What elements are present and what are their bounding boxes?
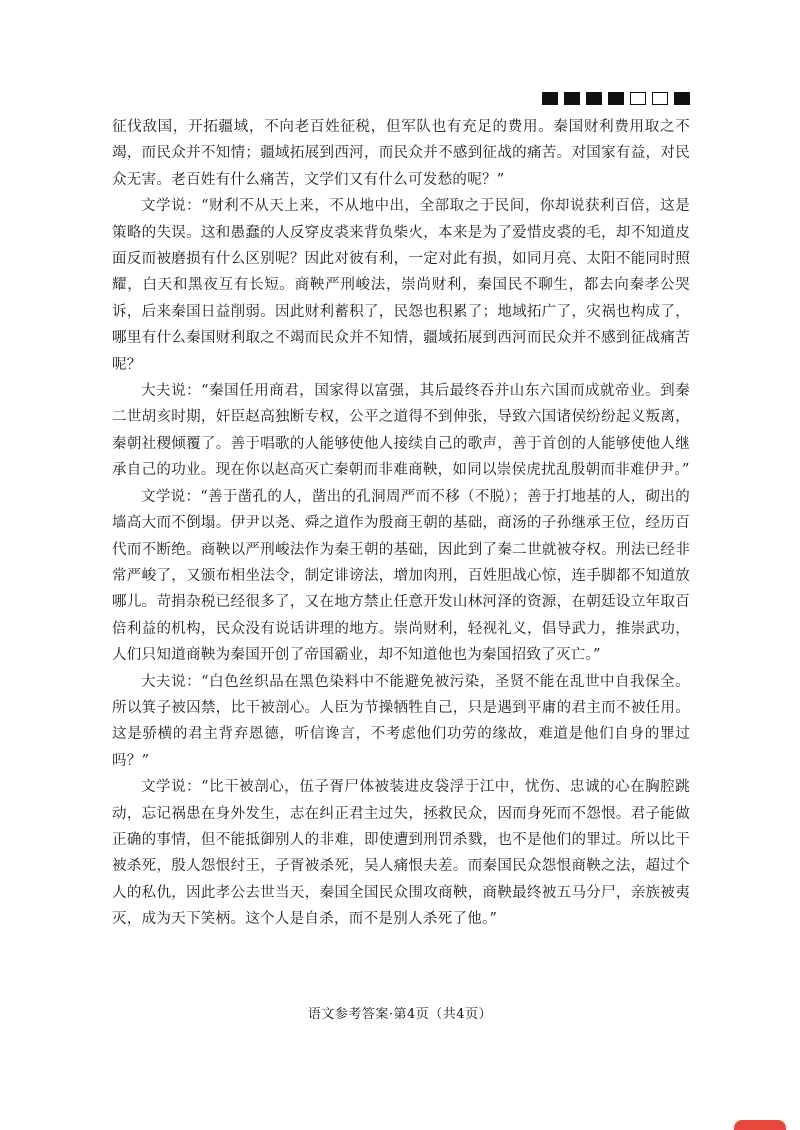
floating-tab-button[interactable] bbox=[734, 1120, 786, 1130]
corner-mark-filled bbox=[564, 92, 580, 105]
paragraph-1: 征伐敌国，开拓疆域，不向老百姓征税，但军队也有充足的费用。秦国财利费用取之不竭，而民众并不知情；疆域拓展到西河，而民众并不感到征战的痛苦。对国家有益，对民众无害。老百姓有什么痛苦，文学们又有什么可发愁的呢？” bbox=[112, 119, 690, 188]
corner-mark-filled bbox=[674, 92, 690, 105]
paragraph-3: 大夫说：“秦国任用商君，国家得以富强，其后最终吞并山东六国而成就帝业。到秦二世胡亥时期，奸臣赵高独断专权，公平之道得不到伸张，导致六国诸侯纷纷起义叛离，秦朝社稷倾覆了。善于唱歌的人能够使他人接续自己的歌声，善于首创的人能够使他人继承自己的功业。现在你以赵高灭亡秦朝而非难商鞅，如同以崇侯虎扰乱殷朝而非难伊尹。” bbox=[112, 383, 690, 479]
paragraph-5: 大夫说：“白色丝织品在黑色染料中不能避免被污染，圣贤不能在乱世中自我保全。所以箕子被囚禁，比干被剖心。人臣为节操牺牲自己，只是遇到平庸的君主而不被任用。这是骄横的君主背弃恩德，听信谗言，不考虑他们功劳的缘故，难道是他们自身的罪过吗？” bbox=[112, 673, 690, 769]
paragraph-2: 文学说：“财利不从天上来，不从地中出，全部取之于民间，你却说获利百倍，这是策略的失误。这和愚蠢的人反穿皮裘来背负柴火，本来是为了爱惜皮裘的毛，却不知道皮面反而被磨损有什么区别呢？因此对彼有利，一定对此有损，如同月亮、太阳不能同时照耀，白天和黑夜互有长短。商鞅严刑峻法，崇尚财利，秦国民不聊生，都去向秦孝公哭诉，后来秦国日益削弱。因此财利蓄积了，民怨也积累了；地域拓广了，灾祸也构成了，哪里有什么秦国财利取之不竭而民众并不知情，疆域拓展到西河而民众并不感到征战痛苦呢？ bbox=[112, 198, 690, 373]
paragraph-6: 文学说：“比干被剖心，伍子胥尸体被装进皮袋浮于江中，忧伤、忠诚的心在胸腔跳动，忘记祸患在身外发生，志在纠正君主过失，拯救民众，因而身死而不怨恨。君子能做正确的事情，但不能抵御别人的非难，即使遭到刑罚杀戮，也不是他们的罪过。所以比干被杀死，殷人怨恨纣王，子胥被杀死，吴人痛恨夫差。而秦国民众怨恨商鞅之法，超过个人的私仇，因此孝公去世当天，秦国全国民众围攻商鞅，商鞅最终被五马分尸，亲族被夷灭，成为天下笑柄。这个人是自杀，而不是别人杀死了他。” bbox=[112, 779, 690, 928]
corner-mark-filled bbox=[586, 92, 602, 105]
answer-text-body bbox=[112, 114, 690, 933]
corner-mark-empty bbox=[652, 92, 668, 105]
corner-mark-empty bbox=[630, 92, 646, 105]
corner-mark-filled bbox=[608, 92, 624, 105]
page-footer: 语文参考答案·第4页（共4页） bbox=[307, 1007, 493, 1022]
paragraph-4: 文学说：“善于凿孔的人，凿出的孔洞周严而不移（不脱）；善于打地基的人，砌出的墙高大而不倒塌。伊尹以尧、舜之道作为殷商王朝的基础，商汤的子孙继承王位，经历百代而不断绝。商鞅以严刑峻法作为秦王朝的基础，因此到了秦二世就被夺权。刑法已经非常严峻了，又颁布相坐法令，制定诽谤法，增加肉刑，百姓胆战心惊，连手脚都不知道放哪儿。苛捐杂税已经很多了，又在地方禁止任意开发山林河泽的资源，在朝廷设立年取百倍利益的机构，民众没有说话讲理的地方。崇尚财利，轻视礼义，倡导武力，推崇武功，人们只知道商鞅为秦国开创了帝国霸业，却不知道他也为秦国招致了灭亡。” bbox=[112, 488, 690, 664]
corner-marks bbox=[542, 92, 690, 105]
corner-mark-filled bbox=[542, 92, 558, 105]
